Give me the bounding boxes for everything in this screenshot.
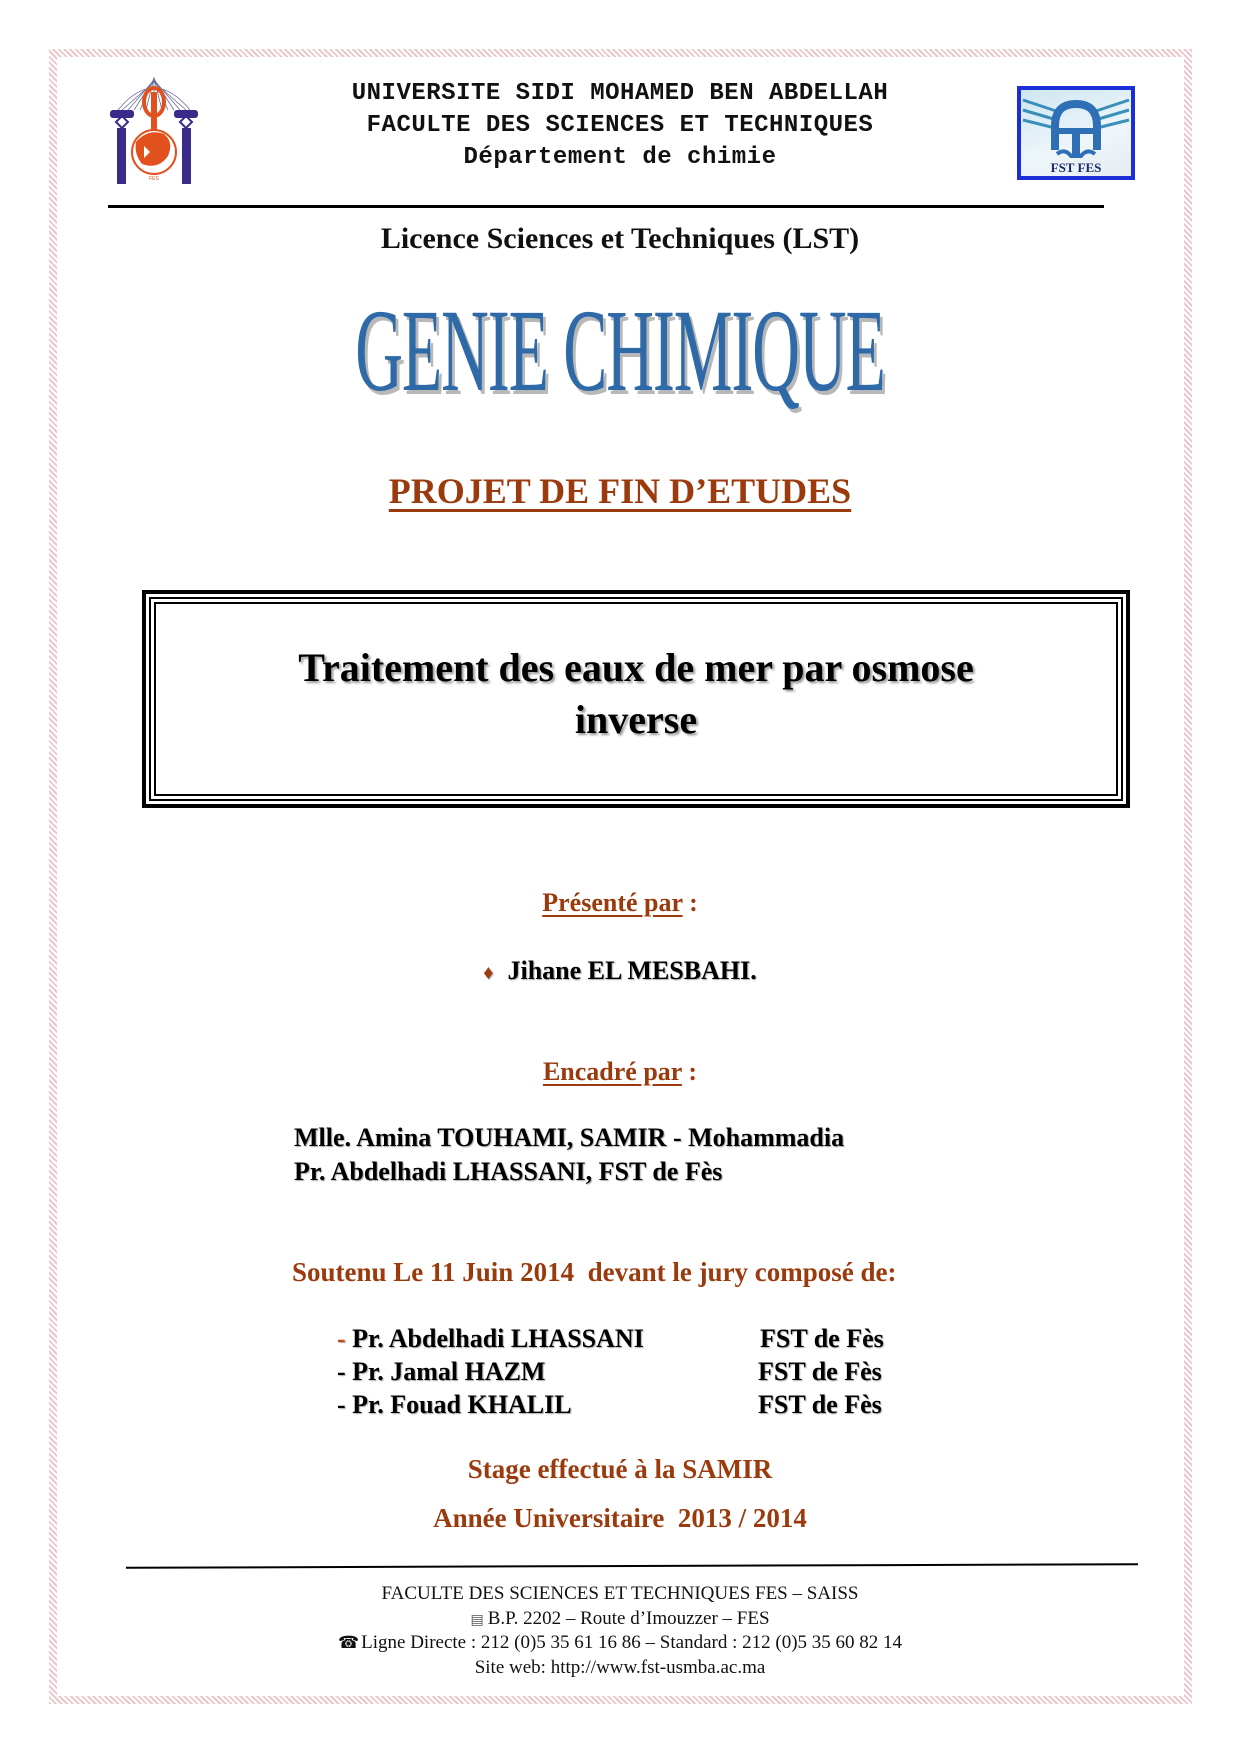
thesis-title [146,642,1126,746]
jury-name: Pr. Fouad KHALIL [352,1390,572,1419]
presented-by-label: Présenté par [542,888,683,917]
footer-faculty: FACULTE DES SCIENCES ET TECHNIQUES FES – SAISS [381,1583,859,1604]
jury-dash: - [337,1324,346,1353]
thesis-title-line2: inverse [574,697,698,742]
jury-institution-2: FST de Fès [758,1357,882,1386]
jury-dash: - [337,1357,346,1386]
jury-name: Pr. Jamal HAZM [352,1357,546,1386]
student-name: Jihane EL MESBAHI. [507,956,757,985]
faculty-name: FACULTE DES SCIENCES ET TECHNIQUES [366,112,874,139]
footer-address-text: B.P. 2202 – Route d’Imouzzer – FES [487,1608,770,1629]
presented-by-heading [0,888,1240,918]
footer-phone [0,1631,1240,1655]
fst-logo-label: FST FES [1050,160,1102,175]
fst-fes-logo [1017,86,1135,180]
presented-by-colon: : [682,888,698,917]
department-name: Département de chimie [463,144,777,171]
jury-institution-3: FST de Fès [758,1390,882,1419]
title-frame [142,590,1130,808]
program-name: Licence Sciences et Techniques (LST) [380,222,860,255]
header-divider [108,205,1104,208]
internship-location: Stage effectué à la SAMIR [467,1454,773,1484]
footer-website: Site web: http://www.fst-usmba.ac.ma [474,1657,766,1678]
fst-logo-icon [1021,90,1131,176]
supervised-by-heading [0,1057,1240,1087]
footer-phone-text: Ligne Directe : 212 (0)5 35 61 16 86 – Standard : 212 (0)5 35 60 82 14 [361,1632,903,1653]
supervised-by-label: Encadré par [542,1057,682,1086]
student-line [0,956,1240,986]
jury-institution-1: FST de Fès [760,1324,884,1353]
footer-address [0,1607,1240,1633]
jury-name: Pr. Abdelhadi LHASSANI [352,1324,644,1353]
mailbox-icon: ▤ [470,1613,484,1628]
supervisor-1: Mlle. Amina TOUHAMI, SAMIR - Mohammadia [294,1123,845,1152]
specialty-title: GENIE CHIMIQUE [355,285,885,416]
jury-dash: - [337,1390,346,1419]
defense-statement: Soutenu Le 11 Juin 2014 devant le jury composé de: [292,1257,897,1287]
academic-year: Année Universitaire 2013 / 2014 [433,1503,807,1533]
supervisor-2: Pr. Abdelhadi LHASSANI, FST de Fès [294,1157,723,1186]
university-name: UNIVERSITE SIDI MOHAMED BEN ABDELLAH [351,80,889,107]
document-type: PROJET DE FIN D’ETUDES [388,471,852,511]
jury-member-1 [337,1324,644,1354]
jury-member-3 [337,1390,572,1420]
thesis-title-line1: Traitement des eaux de mer par osmose [298,645,974,690]
phone-icon: ☎ [337,1633,360,1652]
supervised-by-colon: : [681,1057,698,1086]
jury-member-2 [337,1357,545,1387]
specialty-wordart [0,285,1240,416]
svg-text:FES: FES [149,176,159,182]
diamond-bullet-icon: ♦ [483,962,494,984]
